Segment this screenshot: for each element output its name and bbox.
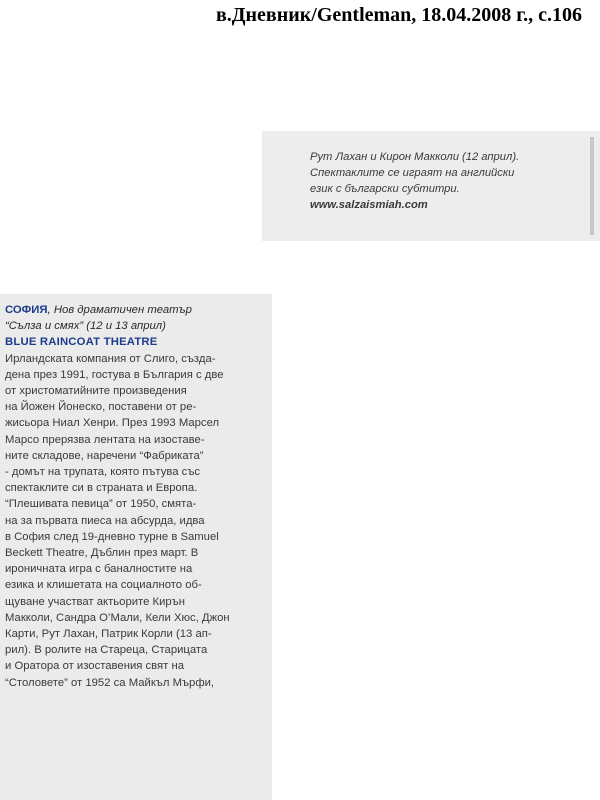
article-venue-dates: “Сълза и смях” (12 и 13 април)	[5, 320, 166, 333]
caption-line: Рут Лахан и Кирон Макколи (12 април).	[310, 151, 520, 163]
photo-caption	[310, 149, 570, 213]
article-body-line: спектаклите си в страната и Европа.	[5, 482, 198, 495]
article-body-line: щуване участват актьорите Кирън	[5, 595, 185, 608]
article-body-line: от христоматийните произведения	[5, 385, 187, 398]
article-clipping	[0, 294, 272, 800]
source-header	[0, 4, 600, 27]
article-body-line: езика и клишетата на социалното об-	[5, 579, 202, 592]
article-body-line: жисьора Ниал Хенри. През 1993 Марсел	[5, 417, 220, 430]
article-body-line: и Оратора от изоставения свят на	[5, 660, 184, 673]
article-body-line: дена през 1991, гостува в България с две	[5, 368, 224, 381]
article-body-line: рил). В ролите на Стареца, Старицата	[5, 644, 208, 657]
article-body-line: в София след 19-дневно турне в Samuel	[5, 530, 219, 543]
photo-caption-clipping	[262, 131, 600, 241]
article-body-line: Макколи, Сандра О’Мали, Кели Хюс, Джон	[5, 611, 230, 624]
article-body-line: ироничната игра с баналностите на	[5, 563, 193, 576]
article-body-line: ните складове, наречени “Фабриката”	[5, 449, 204, 462]
article-body-line: Карти, Рут Лахан, Патрик Корли (13 ап-	[5, 628, 212, 641]
article-body-line: Beckett Theatre, Дъблин през март. В	[5, 547, 199, 560]
article-body-line: Ирландската компания от Слиго, създа-	[5, 352, 216, 365]
article-company: BLUE RAINCOAT THEATRE	[5, 336, 158, 349]
caption-url: www.salzaismiah.com	[310, 199, 428, 211]
article-text	[5, 302, 265, 691]
article-body-line: на Йожен Йонеско, поставени от ре-	[5, 401, 197, 414]
source-citation: в.Дневник/Gentleman, 18.04.2008 г., с.106	[215, 4, 582, 26]
caption-line: език с български субтитри.	[310, 183, 460, 195]
article-body-line: “Столовете” от 1952 са Майкъл Мърфи,	[5, 676, 215, 689]
caption-line: Спектаклите се играят на английски	[310, 167, 515, 179]
article-body-line: - домът на трупата, която пътува със	[5, 466, 201, 479]
article-city: СОФИЯ	[5, 304, 48, 316]
article-body-line: Марсо прерязва лентата на изоставе-	[5, 433, 205, 446]
clipping-edge	[590, 137, 594, 235]
article-body-line: “Плешивата певица” от 1950, смята-	[5, 498, 197, 511]
article-body-line: на за първата пиеса на абсурда, идва	[5, 514, 205, 527]
article-venue: , Нов драматичен театър	[47, 304, 192, 316]
